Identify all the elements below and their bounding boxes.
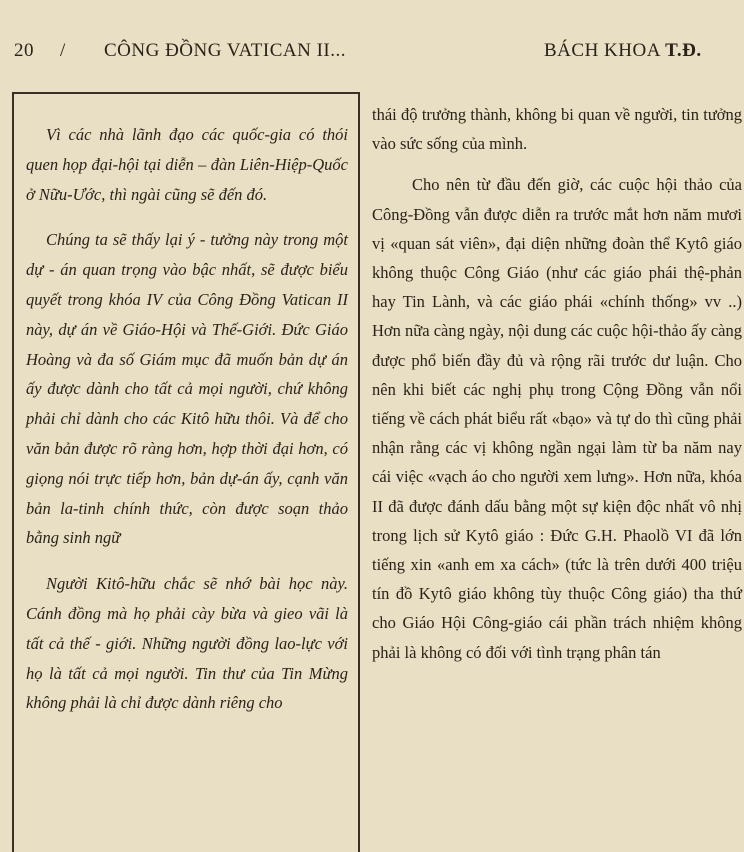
journal-suffix: T.Đ. (665, 40, 702, 61)
header-separator: / (60, 40, 66, 61)
left-paragraph-3: Người Kitô-hữu chắc sẽ nhớ bài học này. Cánh đồng mà họ phải cày bừa và gieo vãi là tất cả thế - giới. Những người đồng lao-lực với họ là tất cả mọi người. Tin thư của Tin Mừng không phải là chỉ được dành riêng cho (26, 574, 348, 713)
journal-name: BÁCH KHOA (544, 40, 660, 61)
right-column (372, 100, 742, 679)
page-header (14, 40, 744, 72)
right-paragraph-1: thái độ trưởng thành, không bi quan về người, tin tưởng vào sức sống của mình. (372, 105, 742, 154)
journal-title (544, 40, 702, 62)
left-paragraph-2: Chúng ta sẽ thấy lại ý - tưởng này trong một dự - án quan trọng vào bậc nhất, sẽ được biểu quyết trong khóa IV của Công Đồng Vatican II này, dự án về Giáo-Hội và Thế-Giới. Đức Giáo Hoàng và đa số Giám mục đã muốn bản dự án ấy được dành cho tất cả mọi người, chứ không phải chỉ dành cho các Kitô hữu thôi. Và để cho văn bản được rõ ràng hơn, hợp thời đại hơn, có giọng nói trực tiếp hơn, bản dự-án ấy, cạnh văn bản la-tinh chính thức, còn được soạn thảo bằng sinh ngữ (26, 230, 348, 548)
running-title: CÔNG ĐỒNG VATICAN II... (104, 40, 346, 61)
left-column (26, 120, 348, 734)
right-paragraph-2: Cho nên từ đầu đến giờ, các cuộc hội thảo của Công-Đồng vẫn được diễn ra trước mắt hơn năm mươi vị «quan sát viên», đại diện những đoàn thể Kytô giáo không thuộc Công Giáo (như các giáo phái thệ-phản hay Tin Lành, và các giáo phái «chính thống» vv ..) Hơn nữa càng ngày, nội dung các cuộc hội-thảo ấy càng được phổ biến đầy đủ và rộng rãi trước dư luận. Cho nên khi biết các nghị phụ trong Cộng Đồng vẫn nổi tiếng về cách phát biểu rất «bạo» và tự do thì cũng phải nhận rằng các vị không ngần ngại làm từ ba năm nay cái việc «vạch áo cho người xem lưng». Hơn nữa, khóa II đã được đánh dấu bằng một sự kiện độc nhất vô nhị trong lịch sử Kytô giáo : Đức G.H. Phaolồ VI đã lớn tiếng xin «anh em xa cách» (tức là trên dưới 400 triệu tín đồ Kytô giáo không tùy thuộc Công giáo) tha thứ cho Giáo Hội Công-giáo cái phần trách nhiệm không phải là không có đối với tình trạng phân tán (372, 175, 742, 662)
page-number: 20 (14, 40, 34, 61)
left-paragraph-1: Vì các nhà lãnh đạo các quốc-gia có thói quen họp đại-hội tại diễn – đàn Liên-Hiệp-Quốc ở Nữu-Ước, thì ngài cũng sẽ đến đó. (26, 125, 348, 204)
